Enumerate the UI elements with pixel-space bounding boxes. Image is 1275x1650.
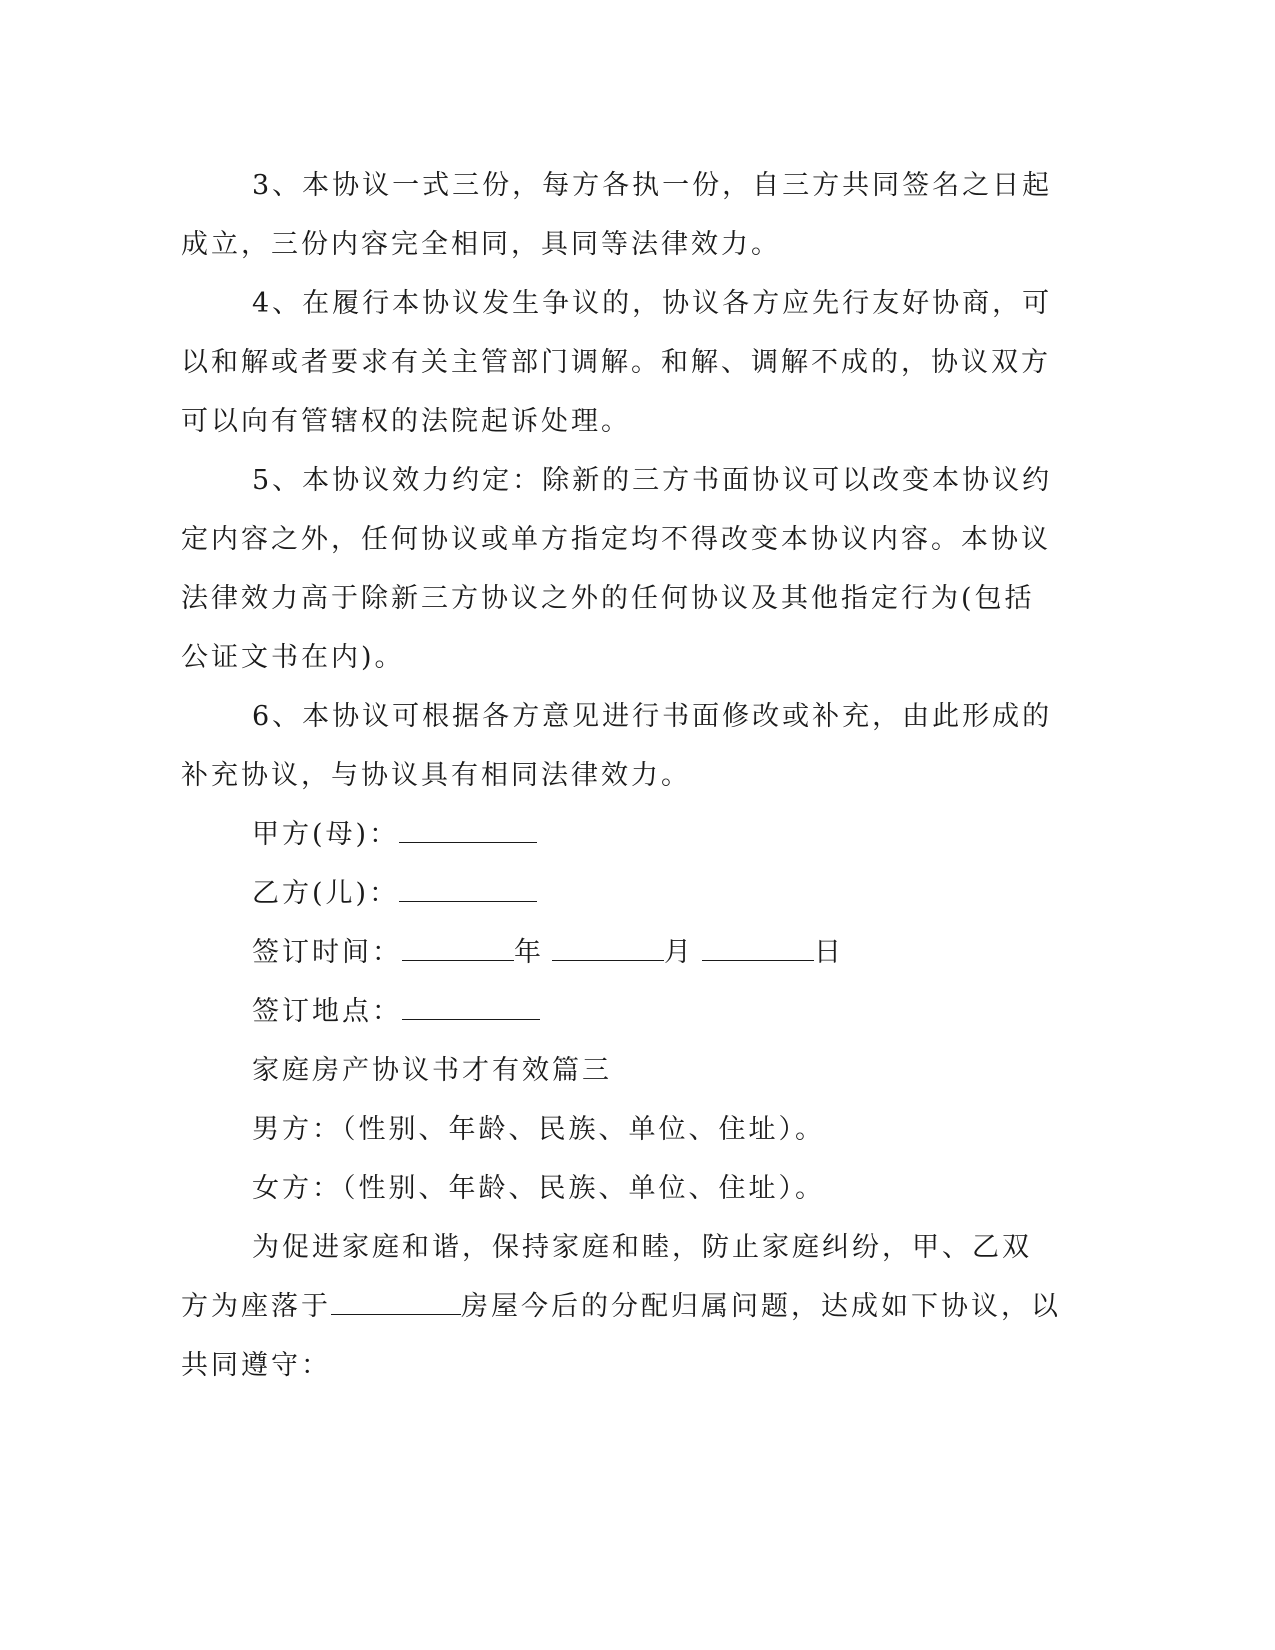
intro-part2: 房屋今后的分配归属问题，达成如下协议，以共同遵守： bbox=[181, 1291, 1061, 1381]
document-page bbox=[181, 156, 1061, 1395]
intro-part1: 为促进家庭和谐，保持家庭和睦，防止家庭纠纷，甲、乙双方为座落于 bbox=[181, 1232, 1032, 1322]
clause-6: 6、本协议可根据各方意见进行书面修改或补充，由此形成的补充协议，与协议具有相同法律效力。 bbox=[181, 701, 1053, 791]
clause-4: 4、在履行本协议发生争议的，协议各方应先行友好协商，可以和解或者要求有关主管部门调解。和解、调解不成的，协议双方可以向有管辖权的法院起诉处理。 bbox=[181, 288, 1053, 437]
sign-date-line bbox=[181, 923, 1061, 982]
day-label: 日 bbox=[814, 937, 844, 968]
male-party: 男方：（性别、年龄、民族、单位、住址）。 bbox=[252, 1114, 825, 1145]
sign-date-label: 签订时间： bbox=[252, 937, 402, 968]
party-b-blank bbox=[399, 877, 537, 902]
party-b-label: 乙方(儿)： bbox=[252, 878, 400, 909]
female-party: 女方：（性别、年龄、民族、单位、住址）。 bbox=[252, 1173, 825, 1204]
year-blank bbox=[402, 936, 514, 961]
month-blank bbox=[552, 936, 664, 961]
sign-place-label: 签订地点： bbox=[252, 996, 402, 1027]
intro-paragraph bbox=[181, 1218, 1061, 1395]
party-a-line bbox=[181, 805, 1061, 864]
section-title: 家庭房产协议书才有效篇三 bbox=[252, 1055, 612, 1086]
party-b-line bbox=[181, 864, 1061, 923]
year-label: 年 bbox=[514, 937, 544, 968]
sign-place-line bbox=[181, 982, 1061, 1041]
clause-5: 5、本协议效力约定：除新的三方书面协议可以改变本协议约定内容之外，任何协议或单方指定均不得改变本协议内容。本协议法律效力高于除新三方协议之外的任何协议及其他指定行为(包括公证文书在内)。 bbox=[181, 465, 1053, 673]
day-blank bbox=[702, 936, 814, 961]
month-label: 月 bbox=[664, 937, 694, 968]
property-location-blank bbox=[331, 1290, 461, 1315]
party-a-blank bbox=[399, 818, 537, 843]
party-a-label: 甲方(母)： bbox=[252, 819, 400, 850]
clause-3: 3、本协议一式三份，每方各执一份，自三方共同签名之日起成立，三份内容完全相同，具同等法律效力。 bbox=[181, 170, 1053, 260]
place-blank bbox=[402, 995, 540, 1020]
